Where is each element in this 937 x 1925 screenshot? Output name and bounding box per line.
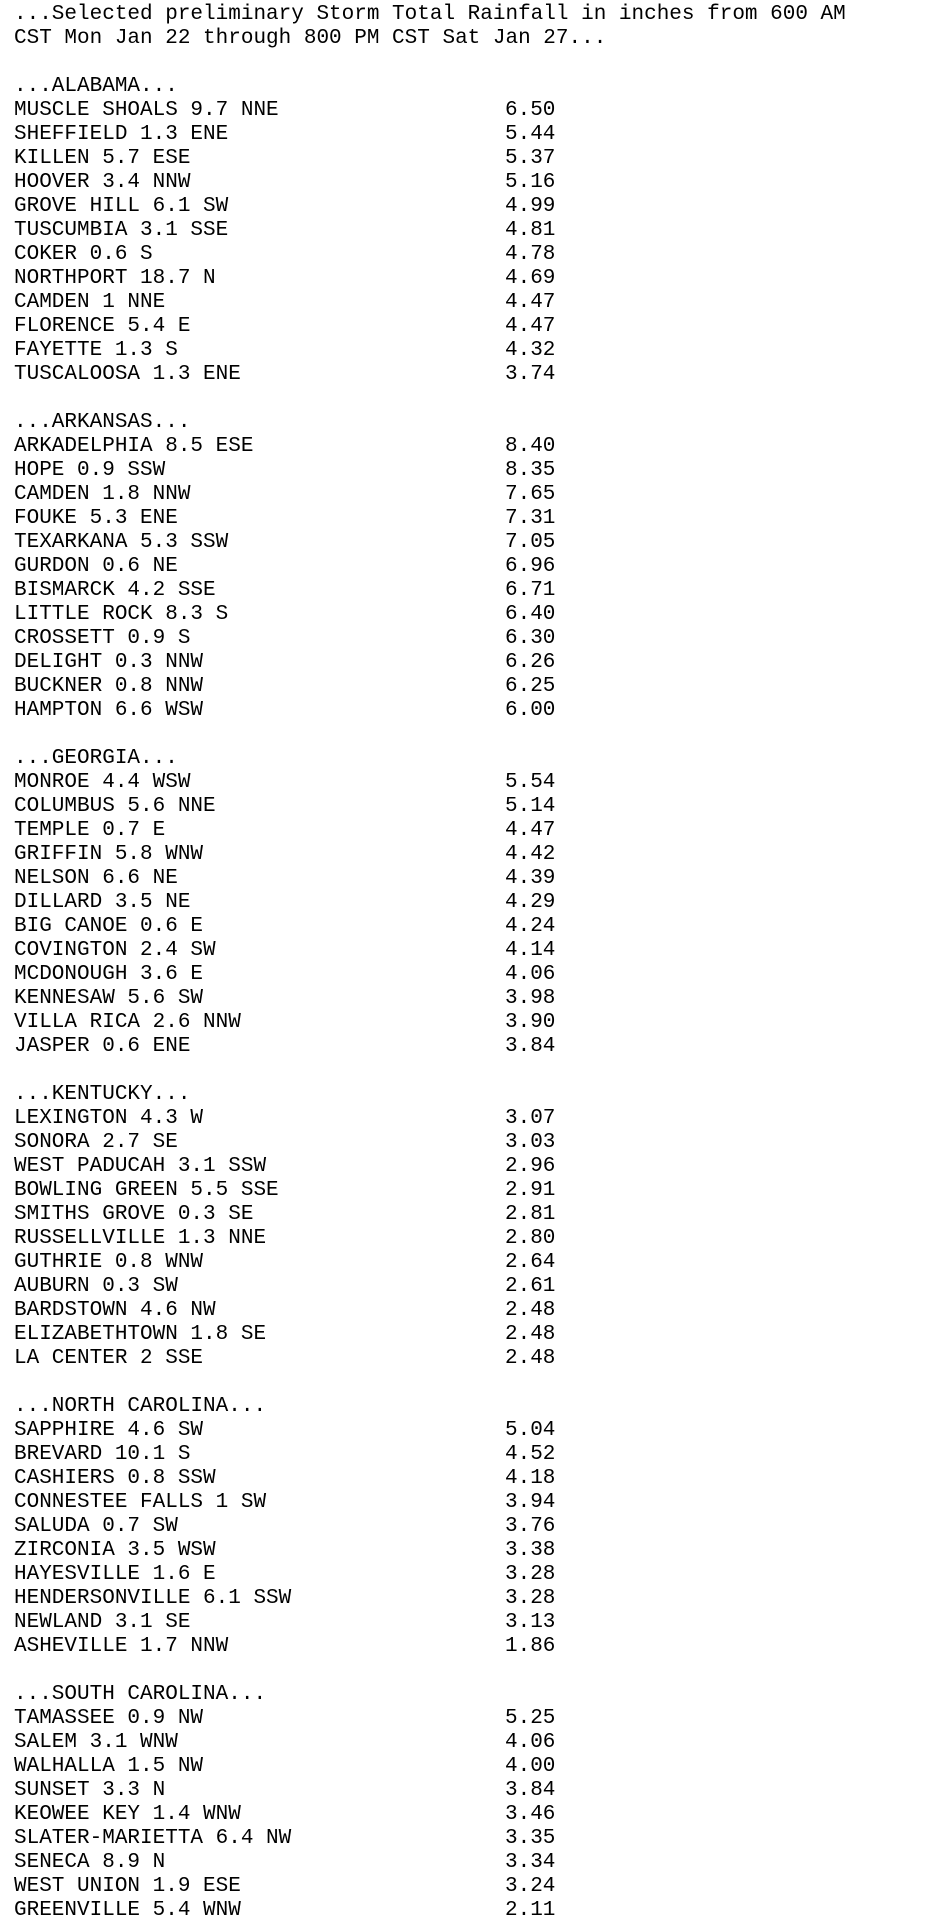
station-location: MCDONOUGH 3.6 E xyxy=(14,963,204,986)
rainfall-row xyxy=(14,627,937,651)
rainfall-amount: 3.90 xyxy=(505,1011,556,1034)
rainfall-amount: 3.03 xyxy=(505,1131,556,1154)
station-location: DILLARD 3.5 NE xyxy=(14,891,191,914)
state-section xyxy=(14,1395,937,1659)
station-location: COVINGTON 2.4 SW xyxy=(14,939,216,962)
rainfall-row xyxy=(14,1347,937,1371)
rainfall-amount: 4.47 xyxy=(505,291,556,314)
rainfall-row xyxy=(14,291,937,315)
rainfall-amount: 6.00 xyxy=(505,699,556,722)
station-location: WEST UNION 1.9 ESE xyxy=(14,1875,241,1898)
station-location: HAYESVILLE 1.6 E xyxy=(14,1563,216,1586)
station-location: CROSSETT 0.9 S xyxy=(14,627,191,650)
station-location: CASHIERS 0.8 SSW xyxy=(14,1467,216,1490)
rainfall-row xyxy=(14,1419,937,1443)
station-location: WEST PADUCAH 3.1 SSW xyxy=(14,1155,267,1178)
rainfall-amount: 8.40 xyxy=(505,435,556,458)
station-location: SHEFFIELD 1.3 ENE xyxy=(14,123,229,146)
rainfall-row xyxy=(14,267,937,291)
station-location: KEOWEE KEY 1.4 WNW xyxy=(14,1803,241,1826)
station-location: BREVARD 10.1 S xyxy=(14,1443,191,1466)
rainfall-row xyxy=(14,555,937,579)
state-heading: ...KENTUCKY... xyxy=(14,1083,191,1106)
station-location: BISMARCK 4.2 SSE xyxy=(14,579,216,602)
rainfall-amount: 5.37 xyxy=(505,147,556,170)
rainfall-row xyxy=(14,915,937,939)
station-location: NELSON 6.6 NE xyxy=(14,867,178,890)
station-location: MONROE 4.4 WSW xyxy=(14,771,191,794)
rainfall-amount: 4.06 xyxy=(505,963,556,986)
station-location: TAMASSEE 0.9 NW xyxy=(14,1707,204,1730)
state-section xyxy=(14,411,937,723)
rainfall-amount: 3.24 xyxy=(505,1875,556,1898)
rainfall-row xyxy=(14,99,937,123)
rainfall-row xyxy=(14,1251,937,1275)
rainfall-row xyxy=(14,1563,937,1587)
rainfall-row xyxy=(14,1515,937,1539)
rainfall-row xyxy=(14,771,937,795)
rainfall-amount: 4.81 xyxy=(505,219,556,242)
rainfall-row xyxy=(14,363,937,387)
station-location: RUSSELLVILLE 1.3 NNE xyxy=(14,1227,267,1250)
station-location: SONORA 2.7 SE xyxy=(14,1131,178,1154)
rainfall-amount: 5.14 xyxy=(505,795,556,818)
rainfall-amount: 6.50 xyxy=(505,99,556,122)
state-section xyxy=(14,747,937,1059)
station-location: FOUKE 5.3 ENE xyxy=(14,507,178,530)
rainfall-row xyxy=(14,1611,937,1635)
station-location: FAYETTE 1.3 S xyxy=(14,339,178,362)
state-heading: ...NORTH CAROLINA... xyxy=(14,1395,267,1418)
rainfall-row xyxy=(14,1107,937,1131)
rainfall-row xyxy=(14,939,937,963)
rainfall-amount: 4.39 xyxy=(505,867,556,890)
station-location: SAPPHIRE 4.6 SW xyxy=(14,1419,204,1442)
rainfall-amount: 3.94 xyxy=(505,1491,556,1514)
rainfall-row xyxy=(14,1179,937,1203)
rainfall-row xyxy=(14,147,937,171)
rainfall-amount: 3.34 xyxy=(505,1851,556,1874)
station-location: DELIGHT 0.3 NNW xyxy=(14,651,204,674)
rainfall-row xyxy=(14,891,937,915)
rainfall-row xyxy=(14,579,937,603)
rainfall-amount: 2.96 xyxy=(505,1155,556,1178)
station-location: TEXARKANA 5.3 SSW xyxy=(14,531,229,554)
state-heading: ...SOUTH CAROLINA... xyxy=(14,1683,267,1706)
station-location: COKER 0.6 S xyxy=(14,243,153,266)
rainfall-row xyxy=(14,195,937,219)
state-sections xyxy=(14,75,937,1923)
station-location: COLUMBUS 5.6 NNE xyxy=(14,795,216,818)
state-heading: ...ARKANSAS... xyxy=(14,411,191,434)
station-location: JASPER 0.6 ENE xyxy=(14,1035,191,1058)
rainfall-amount: 6.71 xyxy=(505,579,556,602)
rainfall-amount: 4.42 xyxy=(505,843,556,866)
rainfall-row xyxy=(14,867,937,891)
station-location: MUSCLE SHOALS 9.7 NNE xyxy=(14,99,279,122)
rainfall-row xyxy=(14,1011,937,1035)
rainfall-row xyxy=(14,795,937,819)
rainfall-row xyxy=(14,1203,937,1227)
rainfall-amount: 6.30 xyxy=(505,627,556,650)
rainfall-amount: 1.86 xyxy=(505,1635,556,1658)
rainfall-amount: 4.99 xyxy=(505,195,556,218)
rainfall-row xyxy=(14,699,937,723)
station-location: SALUDA 0.7 SW xyxy=(14,1515,178,1538)
rainfall-row xyxy=(14,1707,937,1731)
rainfall-row xyxy=(14,1827,937,1851)
station-location: GUTHRIE 0.8 WNW xyxy=(14,1251,204,1274)
rainfall-row xyxy=(14,1587,937,1611)
station-location: GROVE HILL 6.1 SW xyxy=(14,195,229,218)
rainfall-amount: 5.04 xyxy=(505,1419,556,1442)
state-section xyxy=(14,1083,937,1371)
station-location: BOWLING GREEN 5.5 SSE xyxy=(14,1179,279,1202)
rainfall-amount: 4.78 xyxy=(505,243,556,266)
station-location: TUSCALOOSA 1.3 ENE xyxy=(14,363,241,386)
rainfall-amount: 4.24 xyxy=(505,915,556,938)
station-location: ARKADELPHIA 8.5 ESE xyxy=(14,435,254,458)
rainfall-amount: 5.54 xyxy=(505,771,556,794)
rainfall-row xyxy=(14,1755,937,1779)
rainfall-row xyxy=(14,459,937,483)
rainfall-row xyxy=(14,1227,937,1251)
rainfall-row xyxy=(14,1803,937,1827)
rainfall-amount: 3.98 xyxy=(505,987,556,1010)
station-location: GRIFFIN 5.8 WNW xyxy=(14,843,204,866)
station-location: SENECA 8.9 N xyxy=(14,1851,166,1874)
rainfall-amount: 4.47 xyxy=(505,819,556,842)
rainfall-row xyxy=(14,1467,937,1491)
rainfall-amount: 2.48 xyxy=(505,1323,556,1346)
station-location: ELIZABETHTOWN 1.8 SE xyxy=(14,1323,267,1346)
rainfall-row xyxy=(14,843,937,867)
rainfall-amount: 2.61 xyxy=(505,1275,556,1298)
station-location: HAMPTON 6.6 WSW xyxy=(14,699,204,722)
rainfall-row xyxy=(14,1779,937,1803)
rainfall-amount: 5.16 xyxy=(505,171,556,194)
rainfall-amount: 4.47 xyxy=(505,315,556,338)
rainfall-row xyxy=(14,1323,937,1347)
rainfall-row xyxy=(14,315,937,339)
station-location: NEWLAND 3.1 SE xyxy=(14,1611,191,1634)
station-location: HOOVER 3.4 NNW xyxy=(14,171,191,194)
rainfall-row xyxy=(14,819,937,843)
rainfall-amount: 3.35 xyxy=(505,1827,556,1850)
rainfall-amount: 4.32 xyxy=(505,339,556,362)
station-location: LA CENTER 2 SSE xyxy=(14,1347,204,1370)
rainfall-amount: 3.13 xyxy=(505,1611,556,1634)
report-header-line-1: ...Selected preliminary Storm Total Rainfall in inches from 600 AM xyxy=(14,3,846,26)
rainfall-amount: 2.91 xyxy=(505,1179,556,1202)
state-heading: ...ALABAMA... xyxy=(14,75,178,98)
rainfall-amount: 3.28 xyxy=(505,1587,556,1610)
station-location: WALHALLA 1.5 NW xyxy=(14,1755,204,1778)
rainfall-row xyxy=(14,1635,937,1659)
rainfall-amount: 3.84 xyxy=(505,1035,556,1058)
rainfall-amount: 4.14 xyxy=(505,939,556,962)
rainfall-row xyxy=(14,987,937,1011)
rainfall-amount: 3.28 xyxy=(505,1563,556,1586)
station-location: CAMDEN 1.8 NNW xyxy=(14,483,191,506)
station-location: BARDSTOWN 4.6 NW xyxy=(14,1299,216,1322)
rainfall-row xyxy=(14,603,937,627)
rainfall-row xyxy=(14,1275,937,1299)
rainfall-amount: 2.64 xyxy=(505,1251,556,1274)
rainfall-amount: 6.25 xyxy=(505,675,556,698)
rainfall-amount: 2.48 xyxy=(505,1347,556,1370)
rainfall-amount: 3.07 xyxy=(505,1107,556,1130)
state-section xyxy=(14,75,937,387)
rainfall-amount: 4.69 xyxy=(505,267,556,290)
rainfall-amount: 2.48 xyxy=(505,1299,556,1322)
rainfall-row xyxy=(14,219,937,243)
rainfall-amount: 3.38 xyxy=(505,1539,556,1562)
station-location: BUCKNER 0.8 NNW xyxy=(14,675,204,698)
rainfall-amount: 3.74 xyxy=(505,363,556,386)
rainfall-row xyxy=(14,1899,937,1923)
rainfall-row xyxy=(14,339,937,363)
rainfall-row xyxy=(14,675,937,699)
rainfall-amount: 6.96 xyxy=(505,555,556,578)
rainfall-amount: 8.35 xyxy=(505,459,556,482)
station-location: NORTHPORT 18.7 N xyxy=(14,267,216,290)
station-location: AUBURN 0.3 SW xyxy=(14,1275,178,1298)
station-location: ASHEVILLE 1.7 NNW xyxy=(14,1635,229,1658)
rainfall-row xyxy=(14,1731,937,1755)
rainfall-row xyxy=(14,483,937,507)
state-section xyxy=(14,1683,937,1923)
rainfall-row xyxy=(14,1875,937,1899)
rainfall-row xyxy=(14,1443,937,1467)
rainfall-row xyxy=(14,1155,937,1179)
rainfall-amount: 4.00 xyxy=(505,1755,556,1778)
station-location: LEXINGTON 4.3 W xyxy=(14,1107,204,1130)
rainfall-amount: 2.81 xyxy=(505,1203,556,1226)
rainfall-amount: 6.40 xyxy=(505,603,556,626)
rainfall-row xyxy=(14,1539,937,1563)
station-location: TEMPLE 0.7 E xyxy=(14,819,166,842)
rainfall-amount: 2.80 xyxy=(505,1227,556,1250)
station-location: HOPE 0.9 SSW xyxy=(14,459,166,482)
rainfall-row xyxy=(14,1851,937,1875)
rainfall-amount: 3.84 xyxy=(505,1779,556,1802)
rainfall-row xyxy=(14,1131,937,1155)
station-location: VILLA RICA 2.6 NNW xyxy=(14,1011,241,1034)
rainfall-amount: 4.52 xyxy=(505,1443,556,1466)
rainfall-amount: 5.44 xyxy=(505,123,556,146)
station-location: GREENVILLE 5.4 WNW xyxy=(14,1899,241,1922)
rainfall-row xyxy=(14,507,937,531)
rainfall-amount: 7.05 xyxy=(505,531,556,554)
rainfall-amount: 3.46 xyxy=(505,1803,556,1826)
station-location: ZIRCONIA 3.5 WSW xyxy=(14,1539,216,1562)
report-header-line-2: CST Mon Jan 22 through 800 PM CST Sat Jan 27... xyxy=(14,27,607,50)
rainfall-row xyxy=(14,243,937,267)
rainfall-amount: 6.26 xyxy=(505,651,556,674)
rainfall-amount: 2.11 xyxy=(505,1899,556,1922)
station-location: SMITHS GROVE 0.3 SE xyxy=(14,1203,254,1226)
station-location: TUSCUMBIA 3.1 SSE xyxy=(14,219,229,242)
rainfall-amount: 7.65 xyxy=(505,483,556,506)
station-location: CAMDEN 1 NNE xyxy=(14,291,166,314)
state-heading: ...GEORGIA... xyxy=(14,747,178,770)
rainfall-amount: 4.29 xyxy=(505,891,556,914)
rainfall-row xyxy=(14,1491,937,1515)
rainfall-amount: 4.18 xyxy=(505,1467,556,1490)
station-location: KILLEN 5.7 ESE xyxy=(14,147,191,170)
rainfall-row xyxy=(14,171,937,195)
rainfall-row xyxy=(14,651,937,675)
rainfall-row xyxy=(14,963,937,987)
rainfall-amount: 7.31 xyxy=(505,507,556,530)
station-location: SALEM 3.1 WNW xyxy=(14,1731,178,1754)
rainfall-row xyxy=(14,1299,937,1323)
rainfall-row xyxy=(14,531,937,555)
station-location: KENNESAW 5.6 SW xyxy=(14,987,204,1010)
station-location: GURDON 0.6 NE xyxy=(14,555,178,578)
station-location: LITTLE ROCK 8.3 S xyxy=(14,603,229,626)
rainfall-row xyxy=(14,1035,937,1059)
rainfall-row xyxy=(14,123,937,147)
rainfall-row xyxy=(14,435,937,459)
rainfall-amount: 5.25 xyxy=(505,1707,556,1730)
station-location: BIG CANOE 0.6 E xyxy=(14,915,204,938)
rainfall-amount: 4.06 xyxy=(505,1731,556,1754)
station-location: SUNSET 3.3 N xyxy=(14,1779,166,1802)
station-location: HENDERSONVILLE 6.1 SSW xyxy=(14,1587,292,1610)
station-location: CONNESTEE FALLS 1 SW xyxy=(14,1491,267,1514)
station-location: FLORENCE 5.4 E xyxy=(14,315,191,338)
station-location: SLATER-MARIETTA 6.4 NW xyxy=(14,1827,292,1850)
rainfall-amount: 3.76 xyxy=(505,1515,556,1538)
